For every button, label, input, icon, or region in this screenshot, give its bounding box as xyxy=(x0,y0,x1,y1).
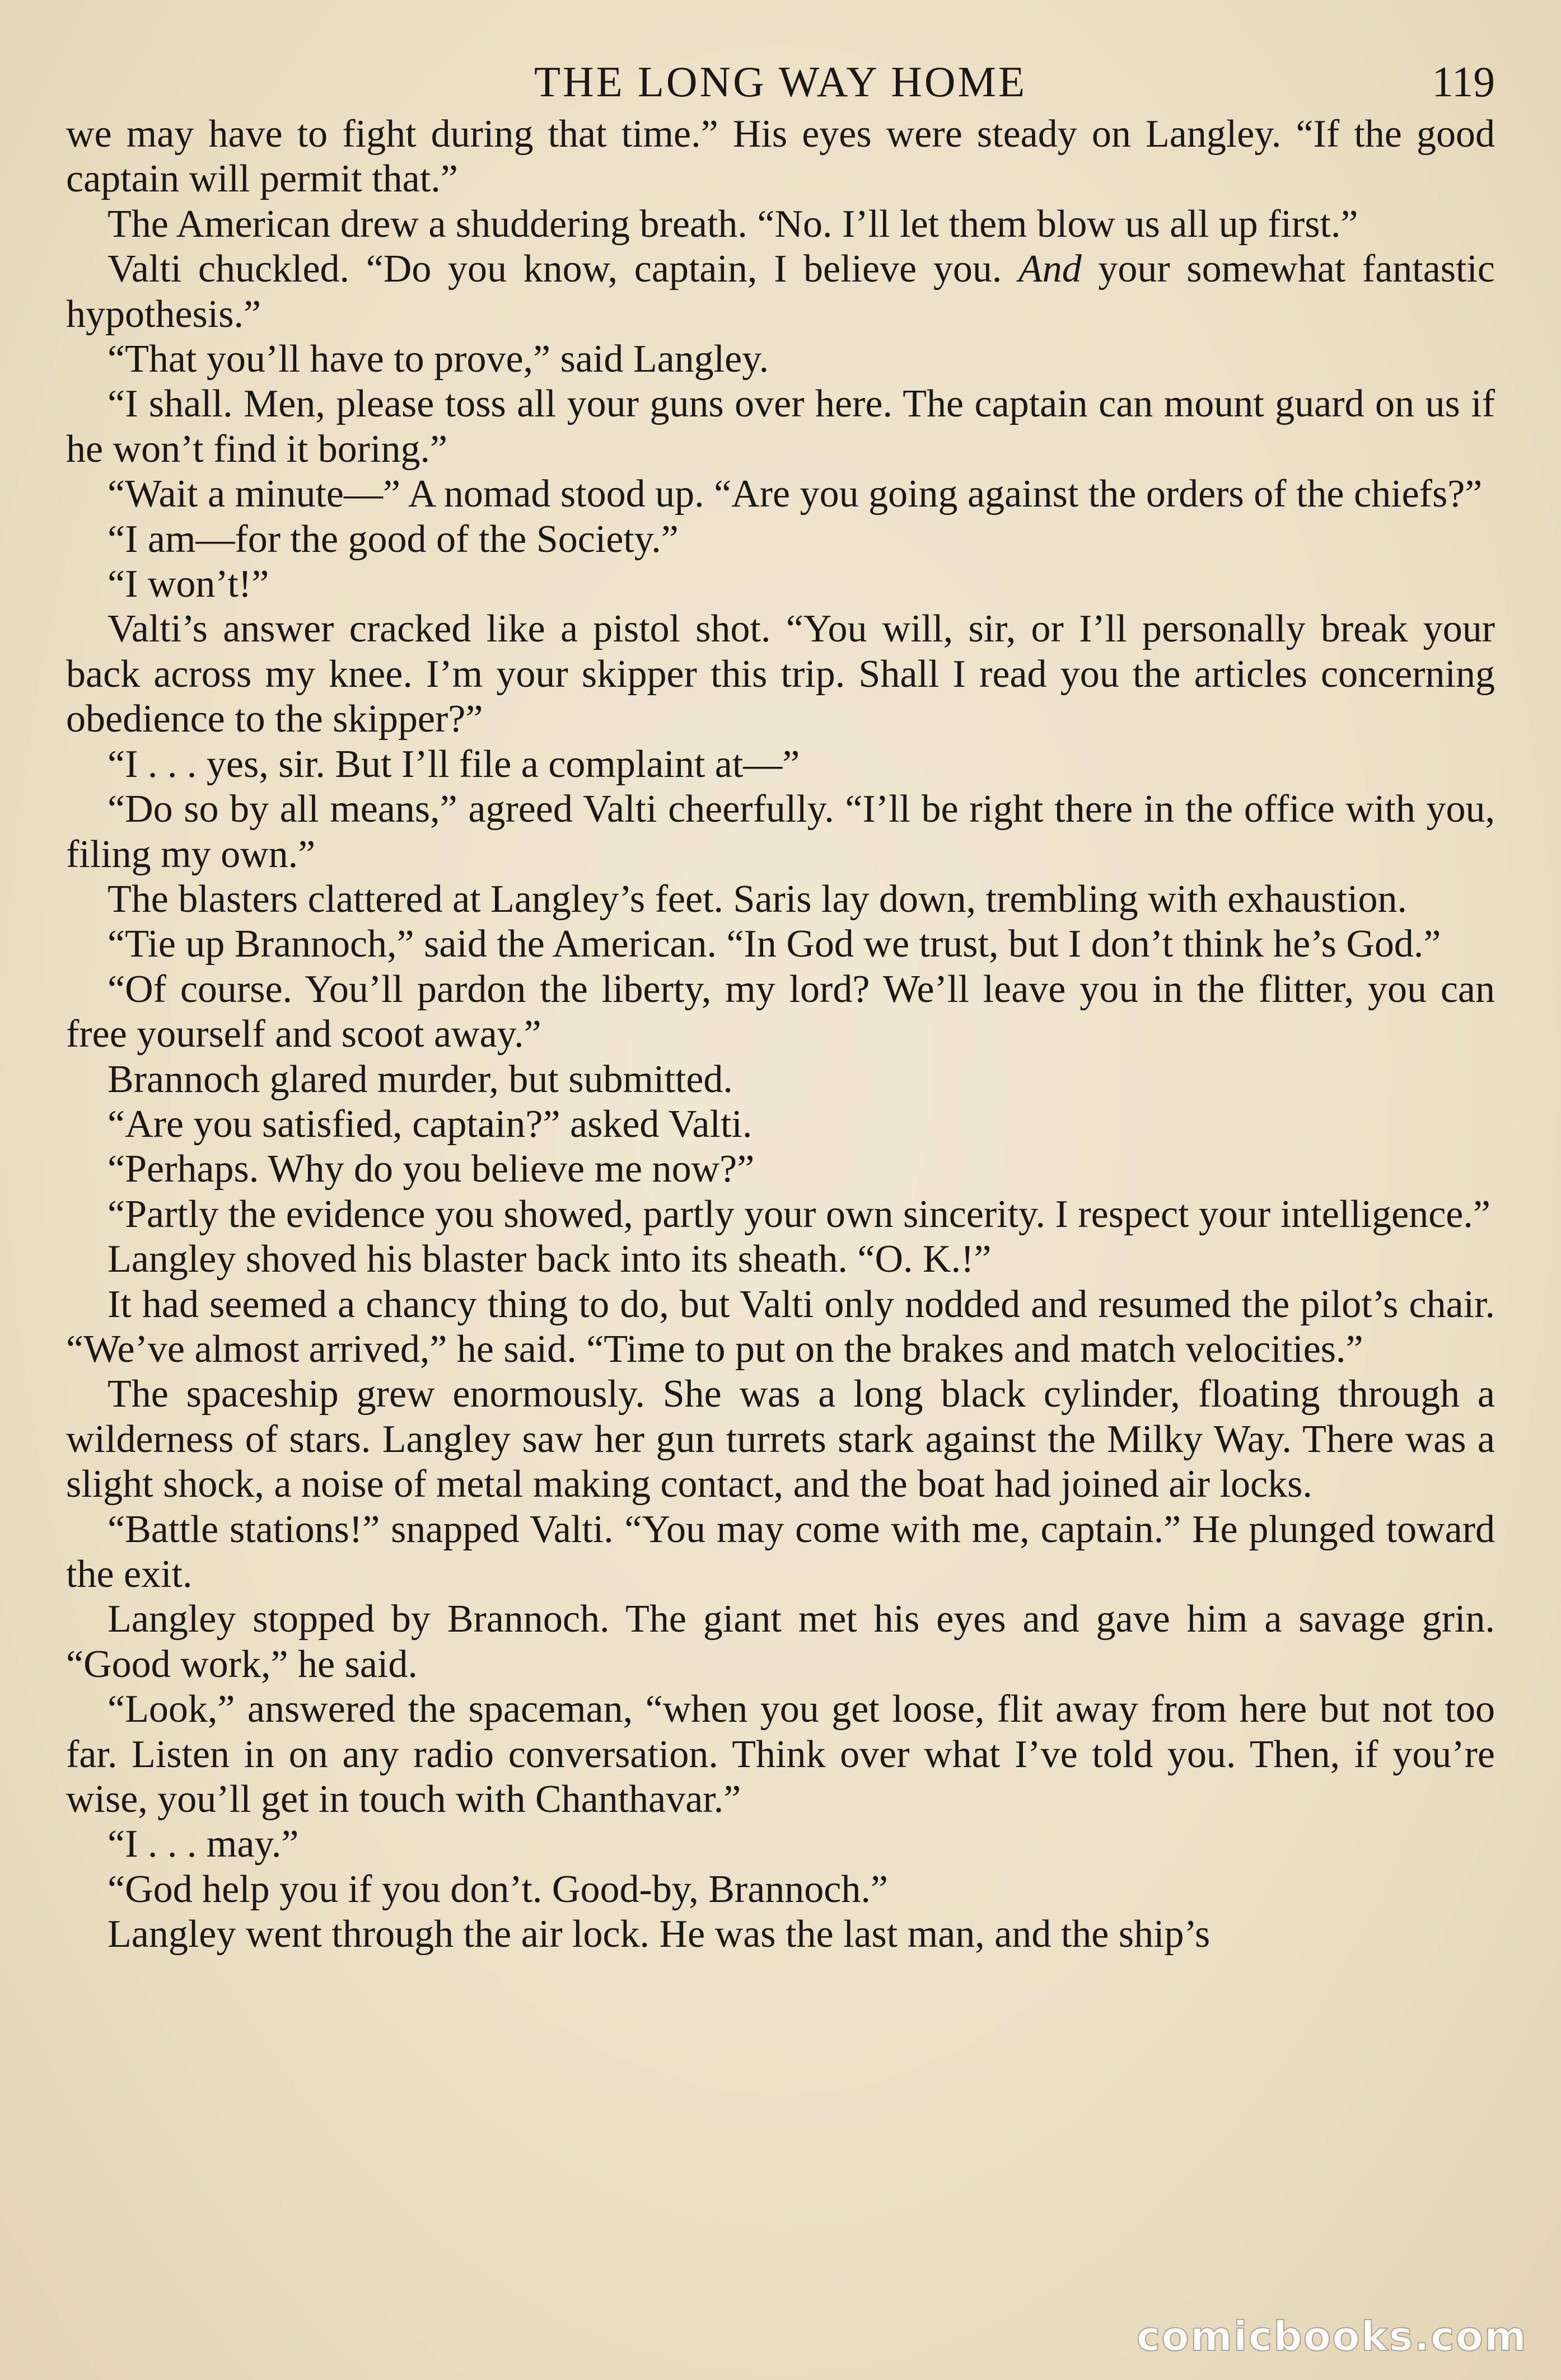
paragraph: Langley shoved his blaster back into its sheath. “O. K.!” xyxy=(108,1238,992,1281)
paragraph: “Are you satisfied, captain?” asked Valti. xyxy=(108,1102,753,1146)
paragraph: Valti’s answer cracked like a pistol shot. “You will, sir, or I’ll personally break your back across my knee. I’m your skipper this trip. Shall I read you the articles concerning obedience to the skipper?” xyxy=(66,607,1495,741)
paragraph: “Of course. You’ll pardon the liberty, my lord? We’ll leave you in the flitter, you can free yourself and scoot away.” xyxy=(66,967,1495,1056)
paragraph: Langley stopped by Brannoch. The giant met his eyes and gave him a savage grin. “Good work,” he said. xyxy=(66,1597,1495,1686)
paragraph: we may have to fight during that time.” His eyes were steady on Langley. “If the good captain will permit that.” xyxy=(66,113,1495,201)
page-number: 119 xyxy=(1432,58,1495,106)
paragraph: “Partly the evidence you showed, partly your own sincerity. I respect your intelligence.” xyxy=(108,1192,1490,1236)
running-head xyxy=(66,51,1495,112)
paragraph: “God help you if you don’t. Good-by, Brannoch.” xyxy=(108,1867,888,1911)
running-title: THE LONG WAY HOME xyxy=(534,58,1027,106)
book-page xyxy=(66,51,1495,2341)
paragraph: “Do so by all means,” agreed Valti cheerfully. “I’ll be right there in the office with you, filing my own.” xyxy=(66,788,1495,876)
paragraph: “I shall. Men, please toss all your guns over here. The captain can mount guard on us if he won’t find it boring.” xyxy=(66,382,1495,471)
paragraph: “I won’t!” xyxy=(108,563,269,606)
paragraph: The American drew a shuddering breath. “No. I’ll let them blow us all up first.” xyxy=(108,202,1358,246)
paragraph: “Tie up Brannoch,” said the American. “In God we trust, but I don’t think he’s God.” xyxy=(108,922,1441,966)
body-text xyxy=(66,112,1495,1957)
paragraph: Langley went through the air lock. He was the last man, and the ship’s xyxy=(108,1913,1211,1956)
paragraph: “Look,” answered the spaceman, “when you get loose, flit away from here but not too far. Listen in on any radio conversation. Think over what I’ve told you. Then, if you’re wise, you’ll get in touch with Chanthavar.” xyxy=(66,1688,1495,1821)
paragraph: The blasters clattered at Langley’s feet. Saris lay down, trembling with exhaustion. xyxy=(108,877,1408,921)
paragraph: “Perhaps. Why do you believe me now?” xyxy=(108,1147,755,1191)
emphasis: And xyxy=(1018,247,1082,291)
paragraph: “Battle stations!” snapped Valti. “You may come with me, captain.” He plunged toward the exit. xyxy=(66,1507,1495,1596)
paragraph: Brannoch glared murder, but submitted. xyxy=(108,1057,733,1101)
watermark-logo: comicbooks.com xyxy=(1136,2313,1527,2360)
paragraph: It had seemed a chancy thing to do, but Valti only nodded and resumed the pilot’s chair. “We’ve almost arrived,” he said. “Time to put on the brakes and match velocities.” xyxy=(66,1282,1495,1371)
paragraph: “I . . . yes, sir. But I’ll file a complaint at—” xyxy=(108,742,800,786)
paragraph: “I am—for the good of the Society.” xyxy=(108,517,679,561)
paragraph: “Wait a minute—” A nomad stood up. “Are you going against the orders of the chiefs?” xyxy=(108,472,1483,516)
paragraph: “I . . . may.” xyxy=(108,1823,299,1866)
paragraph: “That you’ll have to prove,” said Langley. xyxy=(108,338,769,381)
paragraph: The spaceship grew enormously. She was a long black cylinder, floating through a wilderness of stars. Langley saw her gun turrets stark against the Milky Way. There was a slight shock, a noise of metal making contact, and the boat had joined air locks. xyxy=(66,1372,1495,1506)
paragraph: Valti chuckled. “Do you know, captain, I believe you. And your somewhat fantastic hypothesis.” xyxy=(66,247,1495,336)
